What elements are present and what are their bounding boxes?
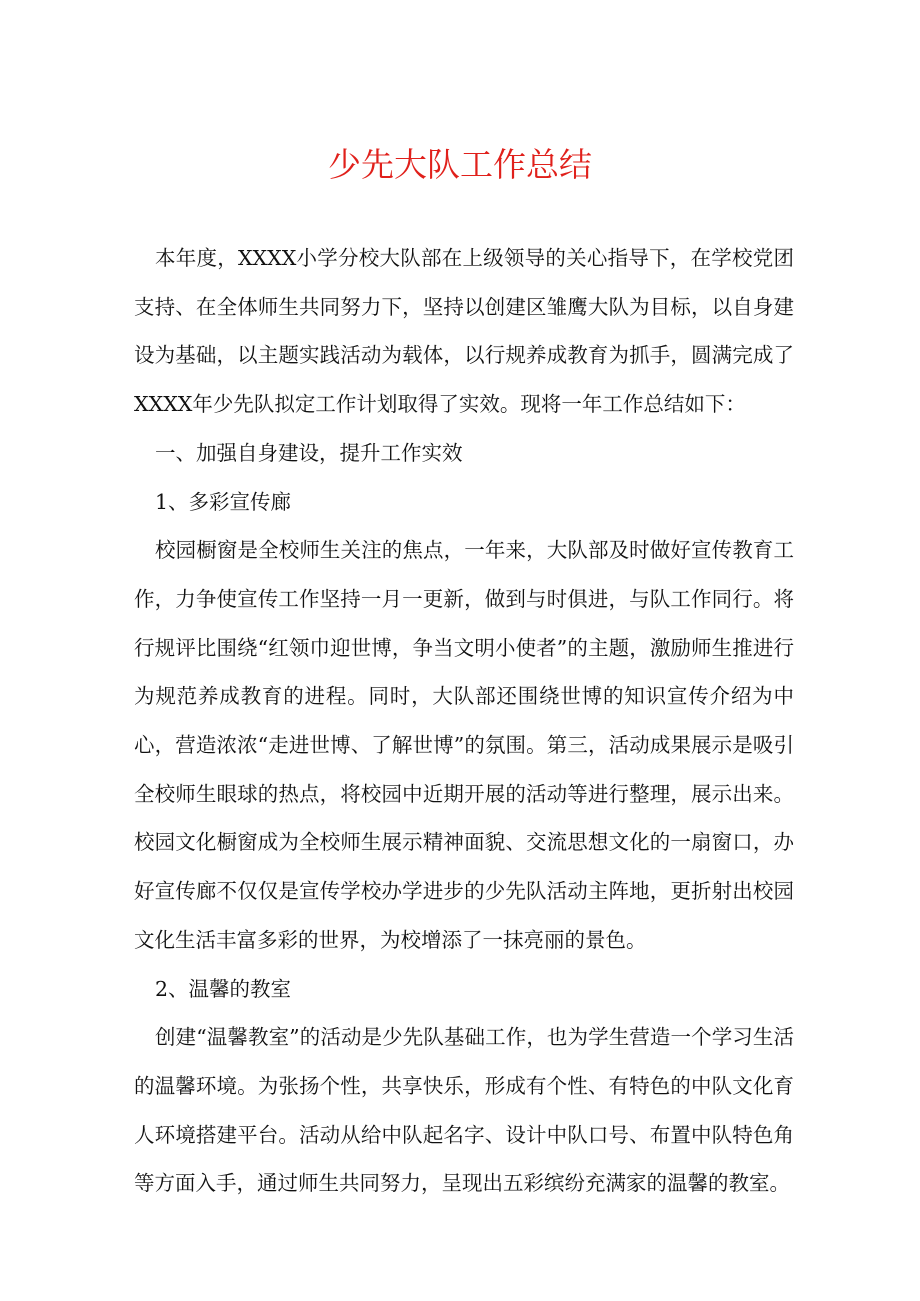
body-paragraph-2: 创建“温馨教室”的活动是少先队基础工作，也为学生营造一个学习生活的温馨环境。为张扬个性，共享快乐，形成有个性、有特色的中队文化育人环境搭建平台。活动从给中队起名字、设计中队口号、布置中队特色角等方面入手，通过师生共同努力，呈现出五彩缤纷充满家的温馨的教室。 [134,1025,794,1196]
document-body [134,234,794,1208]
document-title: 少先大队工作总结 [328,145,592,184]
body-paragraph-1: 校园橱窗是全校师生关注的焦点，一年来，大队部及时做好宣传教育工作，力争使宣传工作坚持一月一更新，做到与时俱进，与队工作同行。将行规评比围绕“红领巾迎世博，争当文明小使者”的主题，激励师生推进行为规范养成教育的进程。同时，大队部还围绕世博的知识宣传介绍为中心，营造浓浓“走进世博、了解世博”的氛围。第三，活动成果展示是吸引全校师生眼球的热点，将校园中近期开展的活动等进行整理，展示出来。校园文化橱窗成为全校师生展示精神面貌、交流思想文化的一扇窗口，办好宣传廊不仅仅是宣传学校办学进步的少先队活动主阵地，更折射出校园文化生活丰富多彩的世界，为校增添了一抹亮丽的景色。 [134,538,794,952]
section-heading-1: 一、加强自身建设，提升工作实效 [155,440,463,465]
subsection-heading-1: 1、多彩宣传廊 [155,489,292,514]
intro-paragraph: 本年度，XXXX小学分校大队部在上级领导的关心指导下，在学校党团支持、在全体师生共同努力下，坚持以创建区雏鹰大队为目标，以自身建设为基础，以主题实践活动为载体，以行规养成教育为抓手，圆满完成了XXXX年少先队拟定工作计划取得了实效。现将一年工作总结如下： [134,246,794,417]
subsection-heading-2: 2、温馨的教室 [155,976,292,1001]
